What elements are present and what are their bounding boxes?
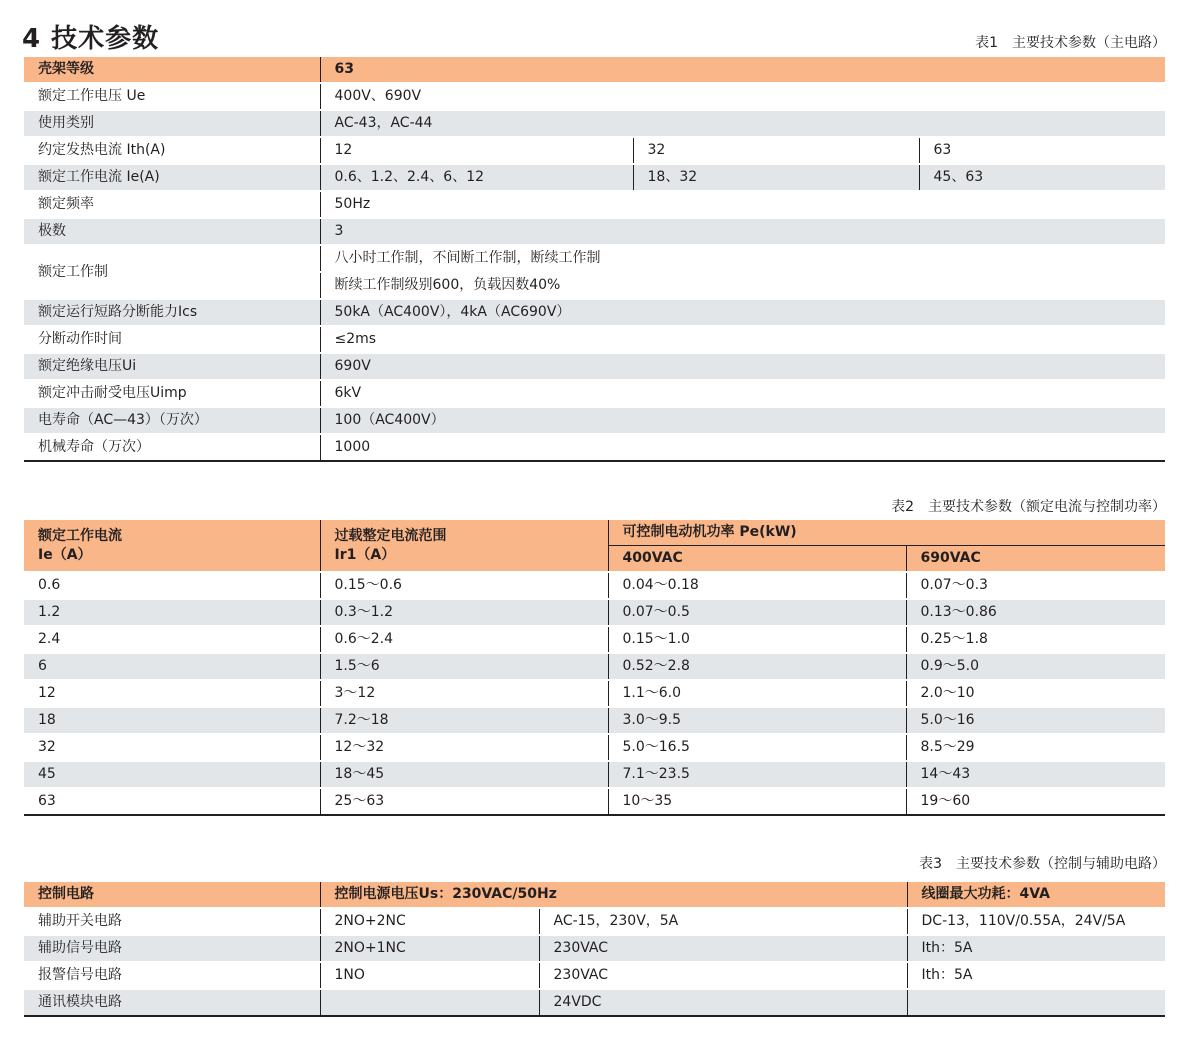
row-value: 32 [633, 137, 919, 164]
row-label: 额定工作电压 Ue [24, 83, 320, 110]
table-row [24, 191, 1165, 218]
table-cell: 18 [24, 707, 320, 734]
table-cell: 0.3～1.2 [320, 599, 608, 626]
table-cell: 2.0～10 [906, 680, 1165, 707]
row-label: 额定运行短路分断能力Ics [24, 299, 320, 326]
header-line: Ie（A） [38, 546, 92, 563]
row-value: AC-43，AC-44 [320, 110, 1165, 137]
table-cell: 通讯模块电路 [24, 989, 320, 1016]
row-value: 12 [320, 137, 633, 164]
table-cell: 25～63 [320, 788, 608, 815]
row-value: 50kA（AC400V），4kA（AC690V） [320, 299, 1165, 326]
header-control-circuit: 控制电路 [24, 882, 320, 908]
row-label: 分断动作时间 [24, 326, 320, 353]
table-cell: 18～45 [320, 761, 608, 788]
table-row [24, 218, 1165, 245]
table-cell: Ith：5A [907, 962, 1165, 989]
table-cell: 32 [24, 734, 320, 761]
table-row [24, 83, 1165, 110]
table-row [24, 707, 1165, 734]
table-cell: 1NO [320, 962, 539, 989]
table-cell: 0.13～0.86 [906, 599, 1165, 626]
control-circuit-table [24, 882, 1165, 1017]
table-cell: 1.1～6.0 [608, 680, 906, 707]
table-row [24, 680, 1165, 707]
table-row [24, 788, 1165, 815]
table-row [24, 653, 1165, 680]
main-circuit-table [24, 57, 1165, 462]
table-row [24, 908, 1165, 935]
header-value: 63 [320, 57, 1165, 83]
table-cell [320, 989, 539, 1016]
table-header-row [24, 57, 1165, 83]
table-row [24, 599, 1165, 626]
row-label: 约定发热电流 Ith(A) [24, 137, 320, 164]
table-cell: 5.0～16 [906, 707, 1165, 734]
row-value: ≤2ms [320, 326, 1165, 353]
table-cell: 5.0～16.5 [608, 734, 906, 761]
table-cell: 0.6 [24, 572, 320, 599]
table-cell: 12～32 [320, 734, 608, 761]
table-cell: 45 [24, 761, 320, 788]
table-cell: 19～60 [906, 788, 1165, 815]
table-row [24, 734, 1165, 761]
table-row [24, 761, 1165, 788]
table-row [24, 110, 1165, 137]
table-row [24, 137, 1165, 164]
header-overload-range [320, 520, 608, 572]
table-row [24, 434, 1165, 461]
table-row [24, 245, 1165, 272]
table-cell: 3～12 [320, 680, 608, 707]
table-cell: 0.9～5.0 [906, 653, 1165, 680]
header-line: 额定工作电流 [38, 527, 122, 544]
table-cell: Ith：5A [907, 935, 1165, 962]
header-line: Ir1（A） [334, 546, 396, 563]
table-cell: 1.5～6 [320, 653, 608, 680]
table-cell: 辅助开关电路 [24, 908, 320, 935]
table-cell: 3.0～9.5 [608, 707, 906, 734]
table-row [24, 935, 1165, 962]
table-row [24, 353, 1165, 380]
row-label: 额定工作制 [24, 245, 320, 299]
table-row [24, 572, 1165, 599]
table-cell: AC-15，230V，5A [539, 908, 907, 935]
table-cell: 230VAC [539, 935, 907, 962]
table-cell: 8.5～29 [906, 734, 1165, 761]
row-label: 机械寿命（万次） [24, 434, 320, 461]
header-690vac: 690VAC [906, 546, 1165, 573]
table-row [24, 299, 1165, 326]
table-row [24, 989, 1165, 1016]
table3-caption: 表3 主要技术参数（控制与辅助电路） [919, 856, 1166, 872]
table-row [24, 326, 1165, 353]
header-400vac: 400VAC [608, 546, 906, 573]
row-value: 400V、690V [320, 83, 1165, 110]
row-label: 额定绝缘电压Ui [24, 353, 320, 380]
header-supply-voltage: 控制电源电压Us：230VAC/50Hz [320, 882, 907, 908]
table-row [24, 380, 1165, 407]
table2-caption: 表2 主要技术参数（额定电流与控制功率） [891, 499, 1166, 515]
table-cell: 1.2 [24, 599, 320, 626]
header-line: 过载整定电流范围 [334, 527, 447, 544]
table-cell: 2NO+2NC [320, 908, 539, 935]
table-cell: 63 [24, 788, 320, 815]
section-title: 4 技术参数 [22, 24, 160, 54]
row-value: 690V [320, 353, 1165, 380]
table-cell: 0.15～1.0 [608, 626, 906, 653]
table-cell: 6 [24, 653, 320, 680]
row-value: 3 [320, 218, 1165, 245]
table-cell: 0.07～0.3 [906, 572, 1165, 599]
table-cell: 0.25～1.8 [906, 626, 1165, 653]
table-cell: 0.6～2.4 [320, 626, 608, 653]
row-value: 100（AC400V） [320, 407, 1165, 434]
row-value: 0.6、1.2、2.4、6、12 [320, 164, 633, 191]
header-motor-power: 可控制电动机功率 Pe(kW) [608, 520, 1165, 546]
table-row [24, 407, 1165, 434]
table-cell: 10～35 [608, 788, 906, 815]
header-coil-power: 线圈最大功耗：4VA [907, 882, 1165, 908]
row-label: 额定冲击耐受电压Uimp [24, 380, 320, 407]
table-row [24, 626, 1165, 653]
table-header-row [24, 882, 1165, 908]
table-cell: DC-13，110V/0.55A，24V/5A [907, 908, 1165, 935]
table-cell: 报警信号电路 [24, 962, 320, 989]
table-cell: 0.52～2.8 [608, 653, 906, 680]
table-cell: 7.1～23.5 [608, 761, 906, 788]
row-value: 50Hz [320, 191, 1165, 218]
row-value: 6kV [320, 380, 1165, 407]
row-label: 使用类别 [24, 110, 320, 137]
rated-current-table [24, 520, 1165, 816]
row-label: 极数 [24, 218, 320, 245]
row-value: 八小时工作制，不间断工作制，断续工作制 [320, 245, 1165, 272]
table-cell: 0.04～0.18 [608, 572, 906, 599]
table1-caption: 表1 主要技术参数（主电路） [975, 35, 1166, 51]
row-label: 电寿命（AC—43）（万次） [24, 407, 320, 434]
table-cell: 230VAC [539, 962, 907, 989]
table-cell: 0.07～0.5 [608, 599, 906, 626]
table-row [24, 962, 1165, 989]
table-row [24, 164, 1165, 191]
table-cell: 24VDC [539, 989, 907, 1016]
row-value: 1000 [320, 434, 1165, 461]
header-label: 壳架等级 [24, 57, 320, 83]
header-rated-current [24, 520, 320, 572]
table-cell: 2NO+1NC [320, 935, 539, 962]
table-cell [907, 989, 1165, 1016]
row-label: 额定频率 [24, 191, 320, 218]
table-cell: 7.2～18 [320, 707, 608, 734]
table-cell: 12 [24, 680, 320, 707]
row-value: 63 [919, 137, 1165, 164]
row-value: 45、63 [919, 164, 1165, 191]
table-cell: 14～43 [906, 761, 1165, 788]
row-value: 断续工作制级别600，负载因数40% [320, 272, 1165, 299]
row-value: 18、32 [633, 164, 919, 191]
table-cell: 辅助信号电路 [24, 935, 320, 962]
table-cell: 2.4 [24, 626, 320, 653]
row-label: 额定工作电流 Ie(A) [24, 164, 320, 191]
table-cell: 0.15～0.6 [320, 572, 608, 599]
